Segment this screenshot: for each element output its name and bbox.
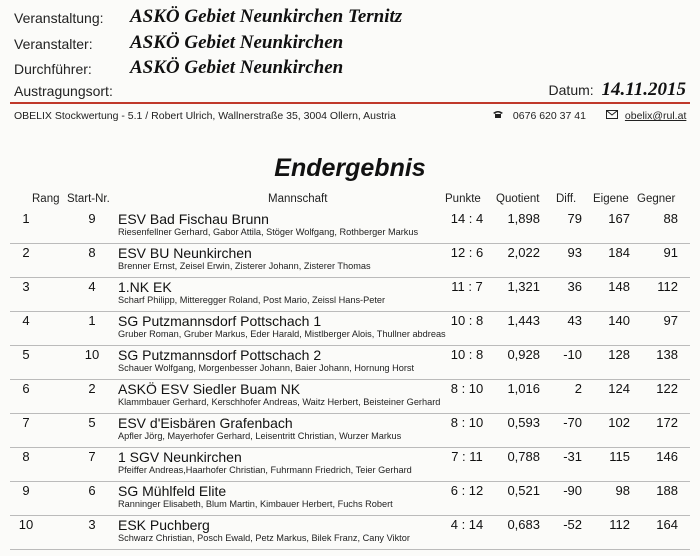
eigene-cell: 112	[609, 517, 630, 532]
diff-cell: -70	[563, 415, 582, 430]
start-nr-cell: 7	[88, 449, 96, 464]
phone-contact	[492, 110, 586, 122]
gegner-cell: 172	[656, 415, 678, 430]
eigene-cell: 184	[608, 245, 630, 260]
quotient-cell: 0,928	[507, 347, 540, 362]
team-name: SG Mühlfeld Elite	[118, 483, 227, 499]
team-name: ESV BU Neunkirchen	[118, 245, 252, 261]
eigene-cell: 102	[608, 415, 630, 430]
start-nr-cell: 3	[88, 517, 96, 532]
row-divider	[10, 549, 690, 550]
team-name: 1.NK EK	[118, 279, 172, 295]
gegner-cell: 146	[656, 449, 678, 464]
player-list: Pfeiffer Andreas,Haarhofer Christian, Fuhrmann Friedrich, Teier Gerhard	[118, 465, 412, 475]
eigene-cell: 148	[608, 279, 630, 294]
table-row	[0, 312, 700, 346]
rang-cell: 2	[22, 245, 30, 260]
start-nr-cell: 6	[88, 483, 96, 498]
gegner-cell: 122	[656, 381, 678, 396]
quotient-cell: 2,022	[507, 245, 540, 260]
punkte-cell: 11 : 7	[451, 279, 483, 294]
table-row	[0, 448, 700, 482]
table-row	[0, 278, 700, 312]
gegner-cell: 188	[656, 483, 678, 498]
col-diff: Diff.	[556, 193, 577, 205]
team-name: SG Putzmannsdorf Pottschach 2	[118, 347, 322, 363]
punkte-cell: 10 : 8	[450, 313, 484, 328]
gegner-cell: 138	[656, 347, 678, 362]
phone-number: 0676 620 37 41	[512, 110, 586, 122]
diff-cell: -90	[563, 483, 582, 498]
col-eigene: Eigene	[593, 193, 629, 205]
program-info: OBELIX Stockwertung - 5.1 / Robert Ulrich, Wallnerstraße 35, 3004 Ollern, Austria	[14, 110, 396, 122]
rang-cell: 10	[18, 517, 34, 532]
start-nr-cell: 5	[88, 415, 96, 430]
header-divider	[10, 102, 690, 104]
gegner-cell: 164	[656, 517, 678, 532]
table-row	[0, 346, 700, 380]
table-row	[0, 380, 700, 414]
quotient-cell: 1,898	[507, 211, 540, 226]
punkte-cell: 8 : 10	[450, 415, 484, 430]
quotient-cell: 1,321	[507, 279, 540, 294]
player-list: Apfler Jörg, Mayerhofer Gerhard, Leisentritt Christian, Wurzer Markus	[118, 431, 402, 441]
team-name: SG Putzmannsdorf Pottschach 1	[118, 313, 322, 329]
table-row	[0, 482, 700, 516]
start-nr-cell: 2	[88, 381, 96, 396]
player-list: Riesenfellner Gerhard, Gabor Attila, Stöger Wolfgang, Rothberger Markus	[118, 227, 419, 237]
table-row	[0, 414, 700, 448]
gegner-cell: 88	[663, 211, 678, 226]
header-label-veranstalter: Veranstalter:	[14, 36, 93, 52]
start-nr-cell: 4	[88, 279, 96, 294]
eigene-cell: 140	[608, 313, 630, 328]
player-list: Scharf Philipp, Mitteregger Roland, Post Mario, Zeissl Hans-Peter	[118, 295, 386, 305]
punkte-cell: 6 : 12	[450, 483, 484, 498]
punkte-cell: 12 : 6	[450, 245, 484, 260]
table-row	[0, 516, 700, 550]
punkte-cell: 4 : 14	[450, 517, 484, 532]
header-value-durchfuehrer: ASKÖ Gebiet Neunkirchen	[130, 57, 344, 78]
table-row	[0, 210, 700, 244]
rang-cell: 6	[22, 381, 30, 396]
punkte-cell: 14 : 4	[450, 211, 484, 226]
col-punkte: Punkte	[445, 193, 481, 205]
gegner-cell: 97	[663, 313, 678, 328]
start-nr-cell: 9	[88, 211, 96, 226]
quotient-cell: 0,521	[507, 483, 540, 498]
team-name: ESV Bad Fischau Brunn	[118, 211, 269, 227]
player-list: Gruber Roman, Gruber Markus, Eder Harald, Mistlberger Alois, Thullner abdreas	[118, 329, 446, 339]
player-list: Ranninger Elisabeth, Blum Martin, Kimbauer Herbert, Fuchs Robert	[118, 499, 393, 509]
player-list: Schwarz Christian, Posch Ewald, Petz Markus, Bilek Franz, Cany Viktor	[118, 533, 410, 543]
rang-cell: 9	[22, 483, 30, 498]
start-nr-cell: 1	[88, 313, 96, 328]
start-nr-cell: 10	[84, 347, 100, 362]
envelope-icon	[606, 110, 618, 122]
diff-cell: 2	[574, 381, 582, 396]
email-link[interactable]: obelix@rul.at	[624, 110, 687, 122]
diff-cell: 36	[567, 279, 582, 294]
col-rang: Rang	[32, 193, 60, 205]
eigene-cell: 98	[615, 483, 630, 498]
eigene-cell: 124	[608, 381, 630, 396]
gegner-cell: 91	[663, 245, 678, 260]
rang-cell: 7	[22, 415, 30, 430]
phone-icon	[492, 110, 504, 122]
col-quotient: Quotient	[496, 193, 540, 205]
diff-cell: 79	[567, 211, 582, 226]
punkte-cell: 10 : 8	[450, 347, 484, 362]
gegner-cell: 112	[657, 279, 678, 294]
player-list: Schauer Wolfgang, Morgenbesser Johann, Baier Johann, Hornung Horst	[118, 363, 415, 373]
header-value-veranstaltung: ASKÖ Gebiet Neunkirchen Ternitz	[130, 6, 403, 27]
header-value-veranstalter: ASKÖ Gebiet Neunkirchen	[130, 32, 344, 53]
quotient-cell: 0,593	[507, 415, 540, 430]
table-row	[0, 244, 700, 278]
player-list: Brenner Ernst, Zeisel Erwin, Zisterer Johann, Zisterer Thomas	[118, 261, 371, 271]
team-name: 1 SGV Neunkirchen	[118, 449, 242, 465]
page-title: Endergebnis	[274, 154, 426, 182]
rang-cell: 3	[22, 279, 30, 294]
datum-label: Datum:	[548, 82, 594, 98]
quotient-cell: 0,683	[507, 517, 540, 532]
diff-cell: -52	[563, 517, 582, 532]
eigene-cell: 115	[609, 449, 630, 464]
diff-cell: -31	[563, 449, 582, 464]
rang-cell: 5	[22, 347, 30, 362]
diff-cell: 43	[567, 313, 582, 328]
header-label-veranstaltung: Veranstaltung:	[14, 10, 104, 26]
rang-cell: 1	[22, 211, 30, 226]
eigene-cell: 128	[608, 347, 630, 362]
datum-value: 14.11.2015	[601, 79, 686, 100]
header-label-durchfuehrer: Durchführer:	[14, 61, 92, 77]
quotient-cell: 1,443	[507, 313, 540, 328]
start-nr-cell: 8	[88, 245, 96, 260]
col-start: Start-Nr.	[67, 193, 110, 205]
email-contact	[606, 110, 686, 122]
punkte-cell: 8 : 10	[450, 381, 484, 396]
diff-cell: -10	[563, 347, 582, 362]
diff-cell: 93	[567, 245, 582, 260]
header-label-austragungsort: Austragungsort:	[14, 83, 113, 99]
eigene-cell: 167	[608, 211, 630, 226]
quotient-cell: 0,788	[507, 449, 540, 464]
team-name: ESK Puchberg	[118, 517, 210, 533]
punkte-cell: 7 : 11	[451, 449, 483, 464]
team-name: ASKÖ ESV Siedler Buam NK	[118, 381, 301, 397]
col-team: Mannschaft	[268, 193, 328, 205]
player-list: Klammbauer Gerhard, Kerschhofer Andreas, Waitz Herbert, Beisteiner Gerhard	[118, 397, 441, 407]
col-gegner: Gegner	[637, 193, 676, 205]
rang-cell: 4	[22, 313, 30, 328]
rang-cell: 8	[22, 449, 30, 464]
quotient-cell: 1,016	[507, 381, 540, 396]
team-name: ESV d'Eisbären Grafenbach	[118, 415, 293, 431]
datum	[549, 79, 686, 101]
